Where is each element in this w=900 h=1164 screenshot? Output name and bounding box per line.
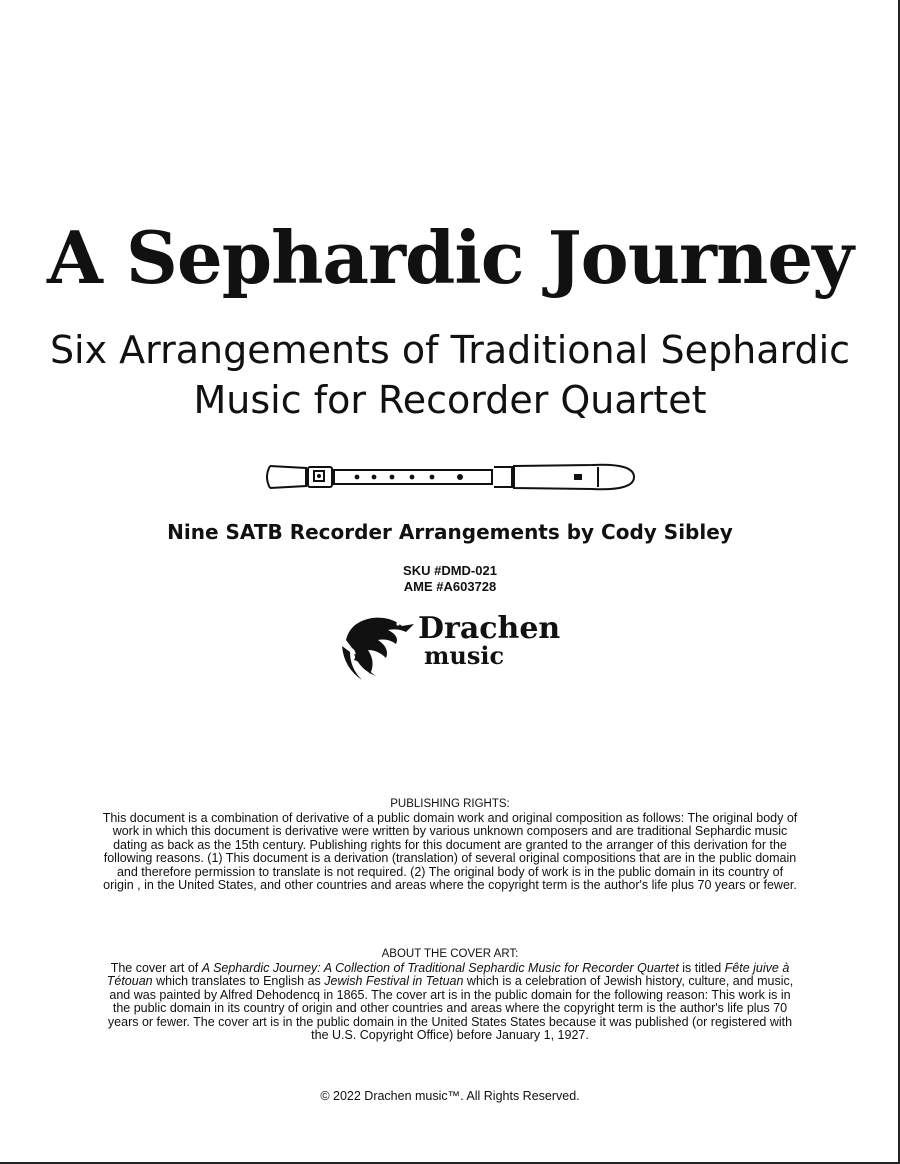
publishing-rights-heading: PUBLISHING RIGHTS: bbox=[390, 798, 510, 810]
page-title: A Sephardic Journey bbox=[47, 215, 853, 300]
publisher-logo bbox=[340, 610, 560, 685]
arranger-byline: Nine SATB Recorder Arrangements by Cody Sibley bbox=[167, 520, 733, 544]
cover-art-text-3: which translates to English as bbox=[152, 974, 325, 988]
subtitle-line-1: Six Arrangements of Traditional Sephardic bbox=[49, 328, 851, 372]
cover-art-text-4: which is a celebration of Jewish history, culture, and music, and was painted by Alfred Dehodencq in 1865. The cover art is in the public domain for the following reason: This work is in the public domain in its country of origin and other countries and areas where the copyright term is the author's life plus 70 years or fewer. The cover art is in the public domain in the United States States because it was published (or registered with the U.S. Copyright Office) before January 1, 1927. bbox=[107, 974, 794, 1042]
subtitle-line-2: Music for Recorder Quartet bbox=[193, 378, 707, 422]
ame-number: AME #A603728 bbox=[403, 579, 497, 594]
cover-art-notice bbox=[100, 948, 800, 1043]
painting-title: Fête juive à Tétouan bbox=[106, 960, 790, 988]
cover-art-text-1: The cover art of bbox=[110, 960, 202, 975]
cover-art-text bbox=[100, 962, 800, 1043]
publishing-rights bbox=[100, 798, 800, 893]
work-title: A Sephardic Journey: A Collection of Traditional Sephardic Music for Recorder Quartet bbox=[201, 960, 679, 975]
copyright-notice: © 2022 Drachen music™. All Rights Reserved. bbox=[320, 1089, 580, 1103]
recorder-icon bbox=[262, 458, 638, 496]
subtitle bbox=[0, 325, 900, 425]
catalog-info bbox=[0, 563, 900, 595]
publishing-rights-text: This document is a combination of derivative of a public domain work and original composition as follows: The original body of work in which this document is derivative were written by various unknown composers and are traditional Sephardic music dating as back as the 15th century. Publishing rights for this document are granted to the arranger of this derivation for the following reasons. (1) This document is a derivation (translation) of several original compositions that are in the public domain and therefore permission to translate is not required. (2) The original body of work is in the public domain in its country of origin , in the United States, and other countries and areas where the copyright term is the author's life plus 70 years or fewer. bbox=[102, 810, 798, 892]
logo-submark: music bbox=[424, 641, 505, 670]
dragon-icon bbox=[340, 610, 420, 682]
cover-art-text-2: is titled bbox=[678, 960, 725, 975]
logo-wordmark: Drachen bbox=[418, 611, 561, 646]
english-title: Jewish Festival in Tetuan bbox=[324, 974, 464, 988]
cover-art-heading: ABOUT THE COVER ART: bbox=[381, 948, 519, 960]
sku-number: SKU #DMD-021 bbox=[403, 563, 497, 578]
